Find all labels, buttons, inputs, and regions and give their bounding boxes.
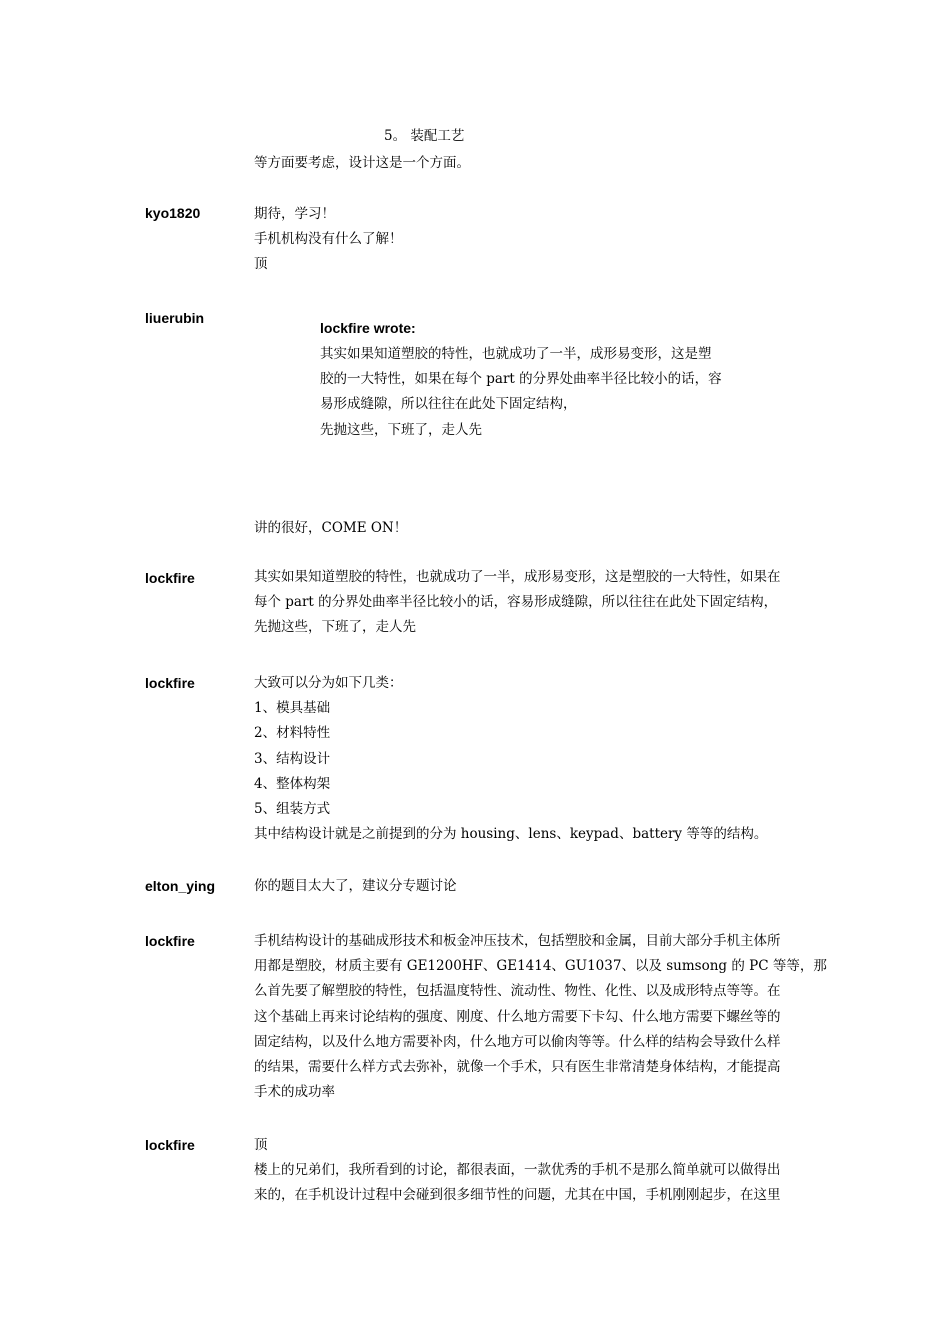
post-line: 4、整体构架 <box>254 775 331 792</box>
post-username: lockfire <box>145 675 195 691</box>
post-line: 大致可以分为如下几类： <box>254 675 403 691</box>
post-line: 期待，学习！ <box>254 206 335 222</box>
post-body <box>254 929 827 1105</box>
post-line: 楼上的兄弟们，我所看到的讨论，都很表面，一款优秀的手机不是那么简单就可以做得出 <box>254 1162 781 1179</box>
post-line: 顶 <box>254 1137 268 1153</box>
intro-item-5: 5。 装配工艺 <box>384 128 465 144</box>
post-body <box>254 1133 810 1209</box>
post-line: 先抛这些，下班了，走人先 <box>254 619 416 636</box>
post-line: 固定结构，以及什么地方需要补肉，什么地方可以偷肉等等。什么样的结构会导致什么样 <box>254 1033 781 1050</box>
post-line: 么首先要了解塑胶的特性，包括温度特性、流动性、物性、化性、以及成形特点等等。在 <box>254 983 781 1000</box>
post-line: 的结果，需要什么样方式去弥补，就像一个手术，只有医生非常清楚身体结构，才能提高 <box>254 1059 781 1076</box>
intro-line: 等方面要考虑，设计这是一个方面。 <box>254 155 470 171</box>
post-username: lockfire <box>145 933 195 949</box>
post-line: 来的，在手机设计过程中会碰到很多细节性的问题，尤其在中国，手机刚刚起步，在这里 <box>254 1187 781 1204</box>
post-username: kyo1820 <box>145 205 201 221</box>
post-reply: 讲的很好，COME ON！ <box>254 520 408 536</box>
post-line: 你的题目太大了，建议分专题讨论 <box>254 878 457 894</box>
post-username: liuerubin <box>145 310 205 326</box>
post-line: 2、材料特性 <box>254 725 331 742</box>
post-line: 手机机构没有什么了解！ <box>254 231 403 248</box>
post-body <box>254 671 810 847</box>
post-line: 顶 <box>254 256 268 273</box>
quote-line: 易形成缝隙，所以往往在此处下固定结构， <box>320 396 577 413</box>
post-line: 这个基础上再来讨论结构的强度、刚度、什么地方需要下卡勾、什么地方需要下螺丝等的 <box>254 1008 781 1025</box>
quote-line: 先抛这些，下班了，走人先 <box>320 421 482 438</box>
post-line: 用都是塑胶，材质主要有 GE1200HF、GE1414、GU1037、以及 sumsong 的 PC 等等，那 <box>254 958 827 975</box>
post-line: 1、模具基础 <box>254 700 331 717</box>
post-line: 手机结构设计的基础成形技术和板金冲压技术，包括塑胶和金属，目前大部分手机主体所 <box>254 933 781 949</box>
post-body <box>254 874 810 899</box>
post-line: 3、结构设计 <box>254 750 331 767</box>
quote-line: 其实如果知道塑胶的特性，也就成功了一半，成形易变形，这是塑 <box>320 346 712 362</box>
post-username: elton_ying <box>145 878 216 894</box>
post-username: lockfire <box>145 570 195 586</box>
quote-line: 胶的一大特性，如果在每个 part 的分界处曲率半径比较小的话，容 <box>320 371 722 388</box>
post-line: 每个 part 的分界处曲率半径比较小的话，容易形成缝隙，所以往往在此处下固定结构， <box>254 594 778 611</box>
post-body <box>254 202 810 278</box>
post-body <box>254 565 810 641</box>
post-line: 其中结构设计就是之前提到的分为 housing、lens、keypad、battery 等等的结构。 <box>254 826 768 843</box>
post-username: lockfire <box>145 1137 195 1153</box>
post-line: 其实如果知道塑胶的特性，也就成功了一半，成形易变形，这是塑胶的一大特性，如果在 <box>254 569 781 585</box>
quote-author: lockfire wrote: <box>320 320 416 336</box>
post-line: 手术的成功率 <box>254 1084 335 1101</box>
post-line: 5、组装方式 <box>254 801 331 818</box>
quote-body <box>320 342 750 443</box>
